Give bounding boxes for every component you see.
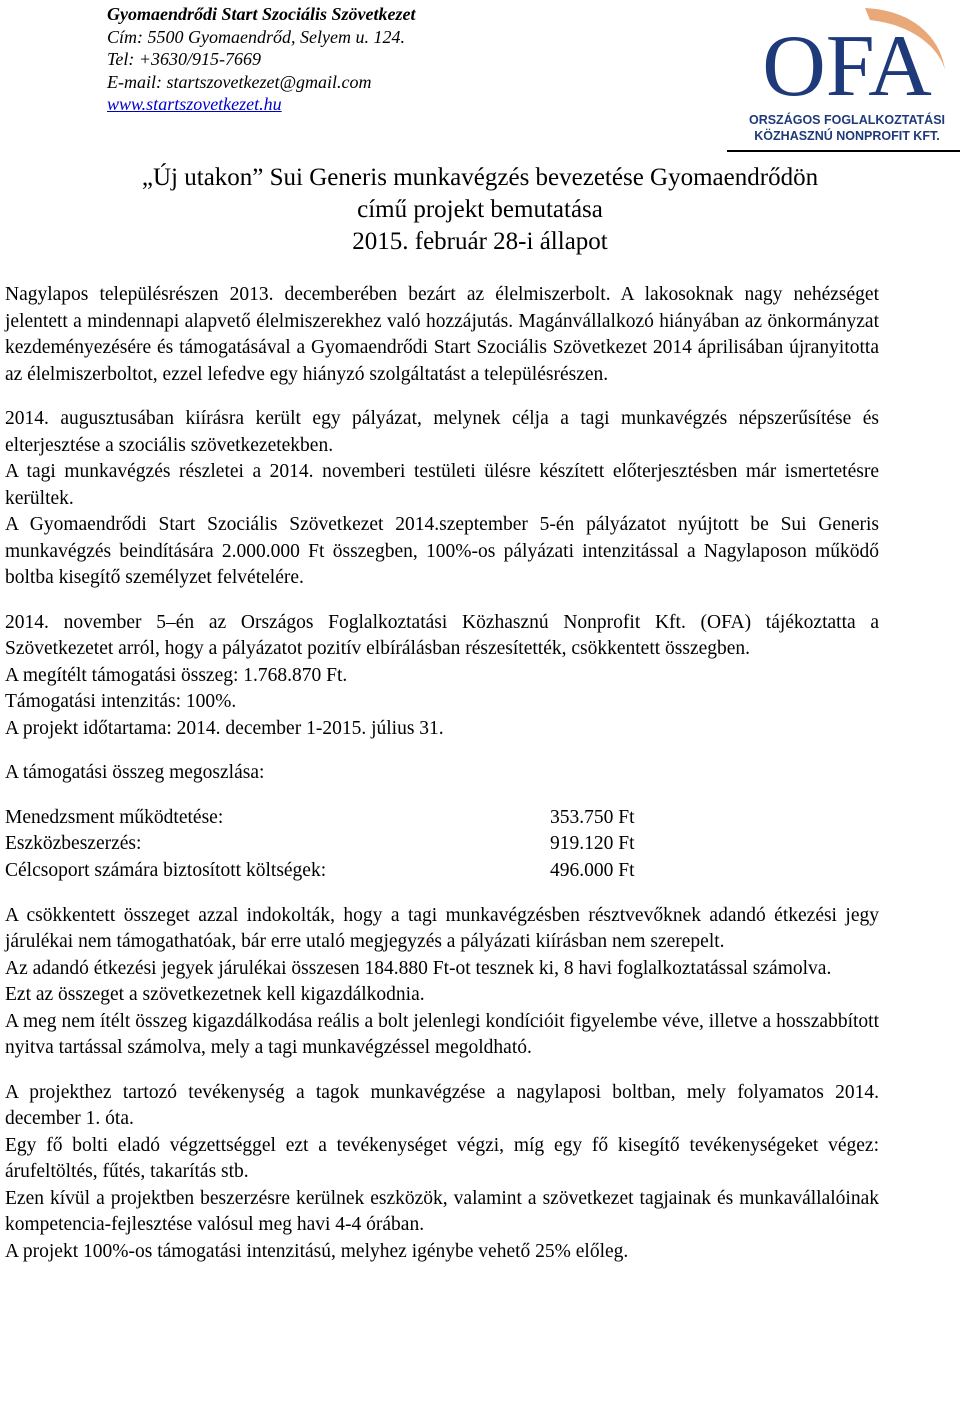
org-address: Cím: 5500 Gyomaendrőd, Selyem u. 124. (107, 26, 405, 47)
logo-line2: KÖZHASZNÚ NONPROFIT KFT. (754, 129, 940, 143)
ofa-logo (735, 0, 960, 150)
paragraph-staff: Egy fő bolti eladó végzettséggel ezt a tevékenységet végzi, míg egy fő kisegítő tevékenységeket végez: árufeltöltés, fűtés, takarítás stb. (5, 1134, 879, 1182)
paragraph-activity: A projekthez tartozó tevékenység a tagok munkavégzése a nagylaposi boltban, mely folyamatos 2014. december 1. óta. (5, 1081, 879, 1129)
granted-amount: A megítélt támogatási összeg: 1.768.870 Ft. (5, 664, 348, 686)
org-phone: Tel: +3630/915-7669 (107, 49, 261, 69)
logo-line1: ORSZÁGOS FOGLALKOZTATÁSI (748, 113, 946, 127)
document-body (5, 282, 879, 1265)
project-duration: A projekt időtartama: 2014. december 1-2015. július 31. (5, 717, 444, 739)
logo-mark: OFA (762, 18, 932, 115)
allocation-label: Célcsoport számára biztosított költségek: (5, 859, 327, 881)
allocation-heading: A támogatási összeg megoszlása: (5, 762, 265, 783)
allocation-amount: 919.120 Ft (550, 833, 635, 854)
paragraph-meal-costs: Az adandó étkezési jegyek járulékai összesen 184.880 Ft-ot tesznek ki, 8 havi foglalkoztatással számolva. (5, 957, 832, 979)
header-divider (727, 150, 960, 152)
title-line-3: 2015. február 28-i állapot (352, 228, 608, 255)
allocation-amount: 496.000 Ft (550, 859, 635, 881)
title-line-1: „Új utakon” Sui Generis munkavégzés bevezetése Gyomaendrődön (141, 164, 819, 191)
allocation-row (5, 858, 879, 885)
org-name: Gyomaendrődi Start Szociális Szövetkezet (107, 4, 416, 24)
support-intensity: Támogatási intenzitás: 100%. (5, 691, 237, 712)
title-line-2: című projekt bemutatása (357, 196, 603, 223)
allocation-label: Eszközbeszerzés: (5, 833, 142, 854)
paragraph-tender: 2014. augusztusában kiírásra került egy pályázat, melynek célja a tagi munkavégzés népszerűsítése és elterjesztése a szociális szövetkezetekben. (5, 408, 879, 456)
paragraph-application: A Gyomaendrődi Start Szociális Szövetkezet 2014.szeptember 5-én pályázatot nyújtott be Sui Generis munkavégzés beindítására 2.000.000 Ft összegben, 100%-os pályázati intenzitással a Nagylaposon működő boltba kisegítő személyzet felvételére. (5, 514, 879, 588)
paragraph-feasibility: A meg nem ítélt összeg kigazdálkodása reális a bolt jelenlegi kondícióit figyelembe véve, illetve a hosszabbított nyitva tartással számolva, mely a tagi munkavégzéssel megoldható. (5, 1010, 879, 1058)
paragraph-reduction-reason: A csökkentett összeget azzal indokolták, hogy a tagi munkavégzésben résztvevőknek adandó étkezési jegy járulékai nem támogathatóak, bár erre utaló megjegyzés a pályázati kiírásban nem szerepelt. (5, 904, 879, 952)
allocation-row (5, 831, 879, 858)
org-email: E-mail: startszovetkezet@gmail.com (107, 71, 372, 92)
paragraph-ofa-decision: 2014. november 5–én az Országos Foglalkoztatási Közhasznú Nonprofit Kft. (OFA) tájékoztatta a Szövetkezetet arról, hogy a pályázatot pozitív elbírálásban részesítették, csökkentett összegben. (5, 611, 879, 659)
allocation-amount: 353.750 Ft (550, 806, 635, 828)
paragraph-intro: Nagylapos településrészen 2013. decemberében bezárt az élelmiszerbolt. A lakosoknak nagy nehézséget jelentett a mindennapi alapvető élelmiszerekhez való hozzájutás. Magánvállalkozó hiányában az önkormányzat kezdeményezésére és támogatásával a Gyomaendrődi Start Szociális Szövetkezet 2014 áprilisában újranyitotta az élelmiszerboltot, ezzel lefedve egy hiányzó szolgáltatást a településrészen. (5, 284, 879, 385)
paragraph-details: A tagi munkavégzés részletei a 2014. novemberi testületi ülésre készített előterjesztésben már ismertetésre kerültek. (5, 461, 879, 509)
allocation-label: Menedzsment működtetése: (5, 806, 224, 828)
paragraph-procurement: Ezen kívül a projektben beszerzésre kerülnek eszközök, valamint a szövetkezet tagjainak és munkavállalóinak kompetencia-fejlesztése valósul meg havi 4-4 órában. (5, 1187, 879, 1235)
document-title (0, 162, 960, 258)
org-website-link[interactable]: www.startszovetkezet.hu (107, 94, 282, 114)
paragraph-advance: A projekt 100%-os támogatási intenzitású, melyhez igénybe vehető 25% előleg. (5, 1240, 629, 1262)
allocation-row (5, 805, 879, 832)
allocation-table (5, 805, 879, 885)
letterhead (107, 3, 627, 116)
paragraph-budget-note: Ezt az összeget a szövetkezetnek kell kigazdálkodnia. (5, 984, 425, 1005)
